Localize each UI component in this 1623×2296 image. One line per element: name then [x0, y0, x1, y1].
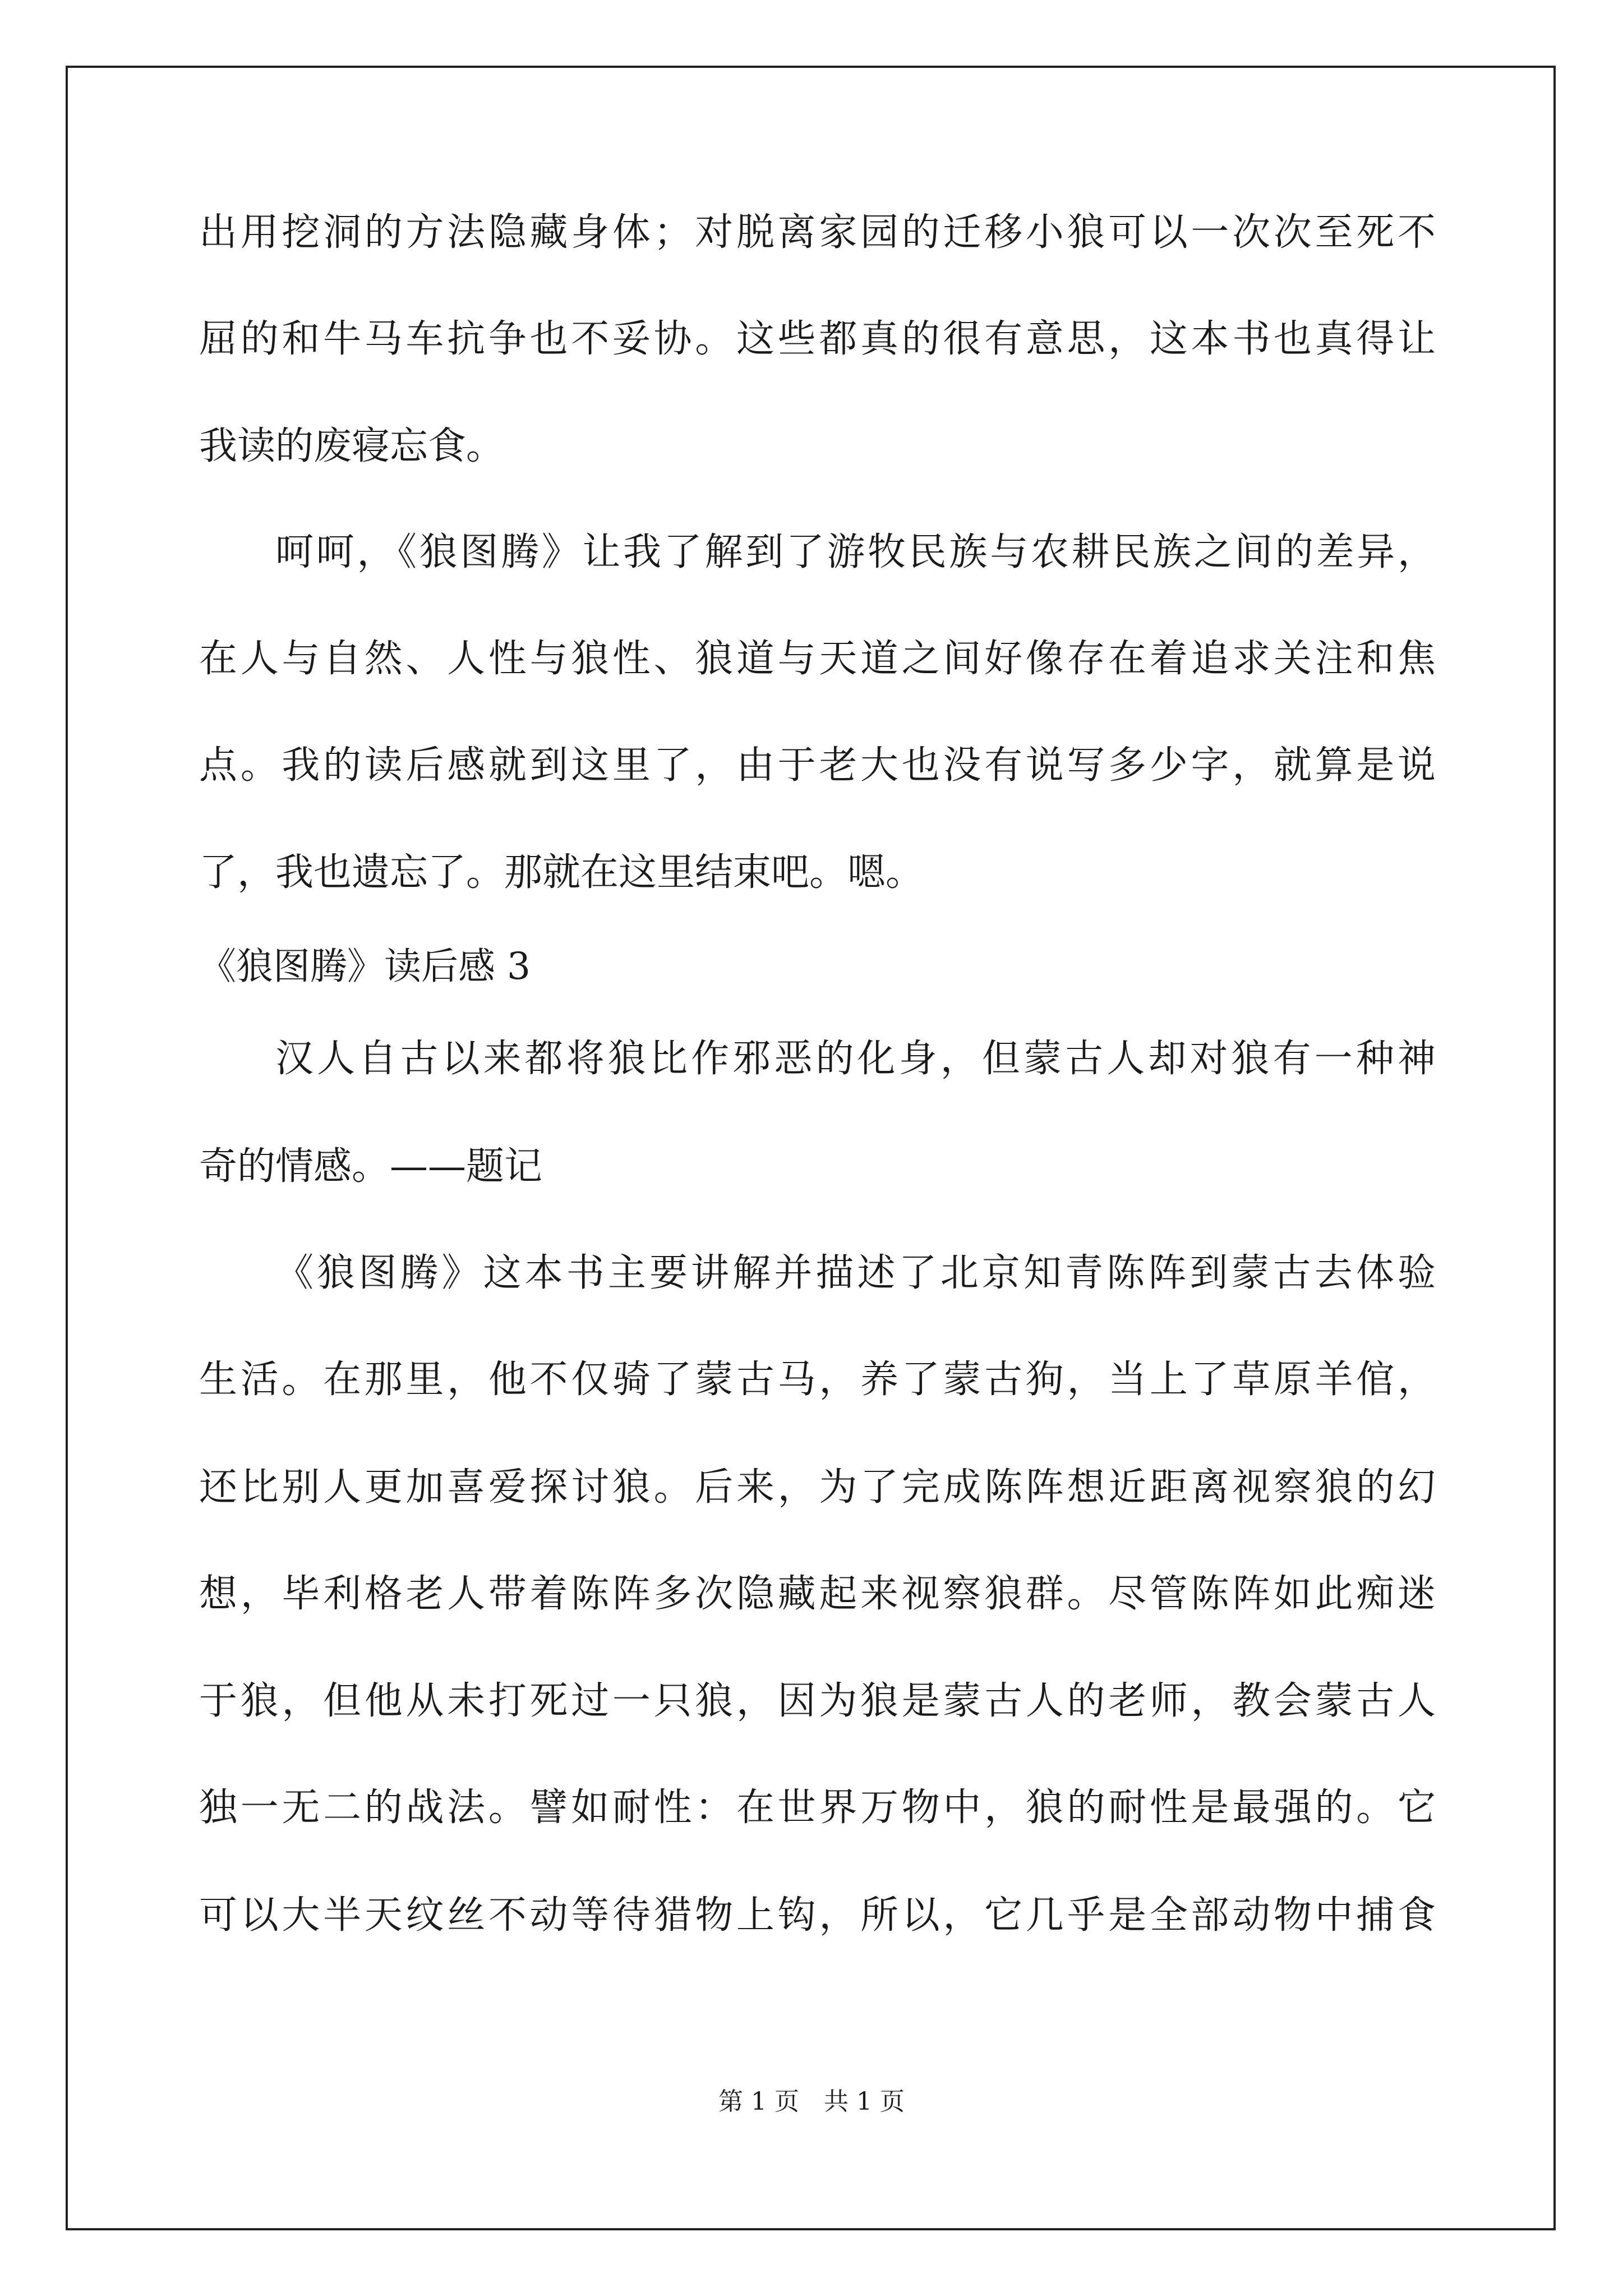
page-number: 第 1 页 共 1 页	[718, 2087, 905, 2116]
text-line: 奇的情感。——题记	[199, 1144, 543, 1189]
text-line: 独一无二的战法。譬如耐性：在世界万物中，狼的耐性是最强的。它	[199, 1786, 1436, 1830]
text-line: 呵呵，《狼图腾》让我了解到了游牧民族与农耕民族之间的差异，	[275, 530, 1436, 574]
text-line: 汉人自古以来都将狼比作邪恶的化身，但蒙古人却对狼有一种神	[275, 1037, 1436, 1081]
text-line: 我读的废寝忘食。	[199, 424, 505, 468]
text-line: 在人与自然、人性与狼性、狼道与天道之间好像存在着追求关注和焦	[199, 637, 1436, 681]
section-heading: 《狼图腾》读后感 3	[199, 945, 531, 988]
text-line: 出用挖洞的方法隐藏身体；对脱离家园的迁移小狼可以一次次至死不	[199, 210, 1436, 255]
text-line: 还比别人更加喜爱探讨狼。后来，为了完成陈阵想近距离视察狼的幻	[199, 1465, 1436, 1510]
text-line: 可以大半天纹丝不动等待猎物上钩，所以，它几乎是全部动物中捕食	[199, 1893, 1436, 1938]
text-line: 生活。在那里，他不仅骑了蒙古马，养了蒙古狗，当上了草原羊倌，	[199, 1358, 1436, 1402]
text-line: 了，我也遗忘了。那就在这里结束吧。嗯。	[199, 850, 924, 895]
text-line: 想，毕利格老人带着陈阵多次隐藏起来视察狼群。尽管陈阵如此痴迷	[199, 1572, 1436, 1616]
text-line: 于狼，但他从未打死过一只狼，因为狼是蒙古人的老师，教会蒙古人	[199, 1679, 1436, 1723]
text-line: 点。我的读后感就到这里了，由于老大也没有说写多少字，就算是说	[199, 743, 1436, 788]
text-line: 屈的和牛马车抗争也不妥协。这些都真的很有意思，这本书也真得让	[199, 317, 1436, 361]
text-line: 《狼图腾》这本书主要讲解并描述了北京知青陈阵到蒙古去体验	[275, 1251, 1436, 1295]
